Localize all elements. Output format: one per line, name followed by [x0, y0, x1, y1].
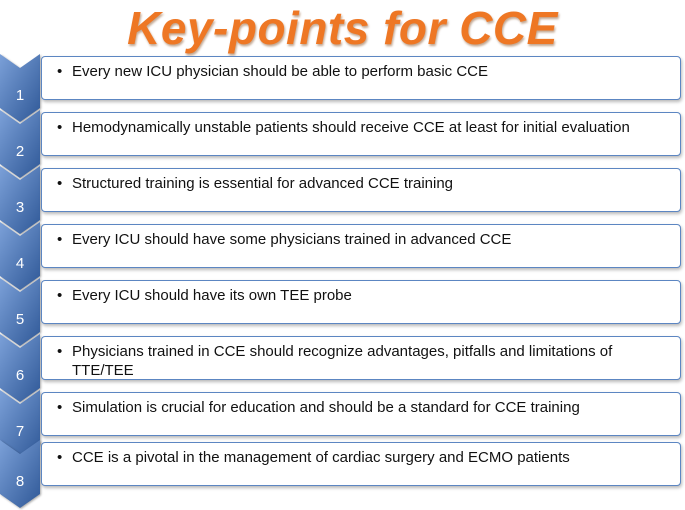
list-item	[0, 222, 685, 278]
list-item	[0, 334, 685, 390]
item-number: 6	[15, 367, 25, 384]
item-text: Physicians trained in CCE should recognize advantages, pitfalls and limitations of TTE/TEE	[72, 343, 613, 379]
item-box	[41, 336, 681, 380]
item-number: 8	[15, 473, 25, 490]
item-box	[41, 56, 681, 100]
item-text: Every new ICU physician should be able to perform basic CCE	[72, 63, 489, 80]
bullet-icon: •	[57, 287, 63, 304]
list-item	[0, 166, 685, 222]
item-text: Every ICU should have some physicians trained in advanced CCE	[72, 231, 512, 248]
item-box	[41, 224, 681, 268]
page-title: Key-points for CCE	[127, 2, 558, 54]
item-number: 7	[15, 423, 25, 440]
item-number: 1	[15, 87, 25, 104]
bullet-icon: •	[57, 399, 63, 416]
item-number: 3	[15, 199, 25, 216]
bullet-icon: •	[57, 343, 63, 360]
item-number: 5	[15, 311, 25, 328]
item-box	[41, 442, 681, 486]
item-number: 4	[15, 255, 25, 272]
bullet-icon: •	[57, 449, 63, 466]
item-box	[41, 168, 681, 212]
item-text: Simulation is crucial for education and should be a standard for CCE training	[72, 399, 580, 416]
list-item	[0, 278, 685, 334]
list-item	[0, 390, 685, 446]
item-text: CCE is a pivotal in the management of cardiac surgery and ECMO patients	[72, 449, 570, 466]
item-text: Structured training is essential for advanced CCE training	[72, 175, 454, 192]
item-text: Every ICU should have its own TEE probe	[72, 287, 352, 304]
item-box	[41, 392, 681, 436]
item-number: 2	[15, 143, 25, 160]
list-item	[0, 110, 685, 166]
bullet-icon: •	[57, 175, 63, 192]
list-item	[0, 440, 685, 496]
item-text: Hemodynamically unstable patients should receive CCE at least for initial evaluation	[72, 119, 630, 136]
list-item	[0, 54, 685, 110]
bullet-icon: •	[57, 63, 63, 80]
item-box	[41, 112, 681, 156]
bullet-icon: •	[57, 231, 63, 248]
bullet-icon: •	[57, 119, 63, 136]
item-box	[41, 280, 681, 324]
